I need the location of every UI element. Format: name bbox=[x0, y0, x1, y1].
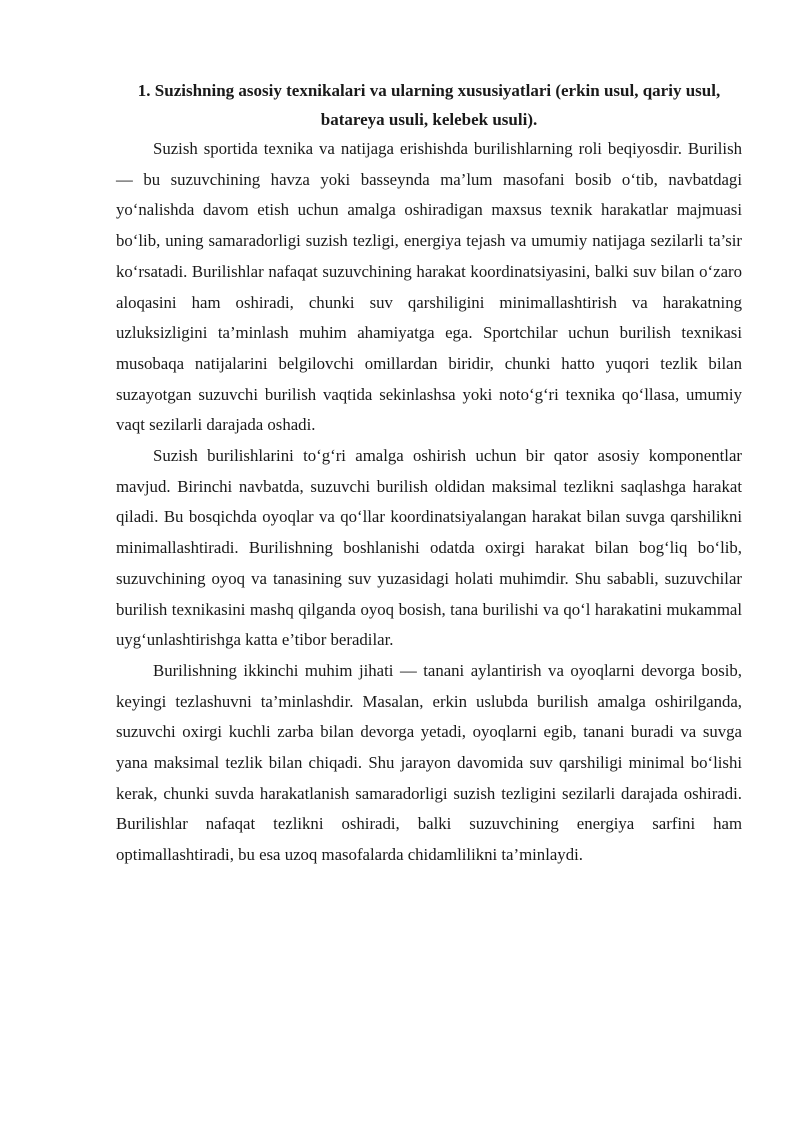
paragraph-3: Burilishning ikkinchi muhim jihati — tanani aylantirish va oyoqlarni devorga bosib, keyingi tezlashuvni ta’minlashdir. Masalan, erkin uslubda burilish amalga oshirilganda, suzuvchi oxirgi kuchli zarba bilan devorga yetadi, oyoqlarni egib, tanani buradi va suvga yana maksimal tezlik bilan chiqadi. Shu jarayon davomida suv qarshiligi minimal bo‘lishi kerak, chunki suvda harakatlanish samaradorligi suzish tezligini sezilarli darajada oshiradi. Burilishlar nafaqat tezlikni oshiradi, balki suzuvchining energiya sarfini ham optimallashtiradi, bu esa uzoq masofalarda chidamlilikni ta’minlaydi. bbox=[116, 660, 742, 865]
paragraph-2: Suzish burilishlarini to‘g‘ri amalga oshirish uchun bir qator asosiy komponentlar mavjud. Birinchi navbatda, suzuvchi burilish oldidan maksimal tezlikni saqlashga harakat qiladi. Bu bosqichda oyoqlar va qo‘llar koordinatsiyalangan harakat bilan suvga qarshilikni minimallashtiradi. Burilishning boshlanishi odatda oxirgi harakat bilan bog‘liq bo‘lib, suzuvchining oyoq va tanasining suv yuzasidagi holati muhimdir. Shu sababli, suzuvchilar burilish texnikasini mashq qilganda oyoq bosish, tana burilishi va qo‘l harakatini mukammal uyg‘unlashtirishga katta e’tibor beradilar. bbox=[116, 446, 742, 650]
document-page bbox=[116, 76, 742, 871]
section-title: 1. Suzishning asosiy texnikalari va ularning xususiyatlari (erkin usul, qariy usul, batareya usuli, kelebek usuli). bbox=[137, 81, 721, 129]
paragraph-1: Suzish sportida texnika va natijaga erishishda burilishlarning roli beqiyosdir. Burilish — bu suzuvchining havza yoki basseynda ma’lum masofani bosib o‘tib, navbatdagi yo‘nalishda davom etish uchun amalga oshiradigan maxsus texnik harakatlar majmuasi bo‘lib, uning samaradorligi suzish tezligi, energiya tejash va umumiy natijaga sezilarli ta’sir ko‘rsatadi. Burilishlar nafaqat suzuvchining harakat koordinatsiyasini, balki suv bilan o‘zaro aloqasini ham oshiradi, chunki suv qarshiligini minimallashtirish va harakatning uzluksizligini ta’minlash muhim ahamiyatga ega. Sportchilar uchun burilish texnikasi musobaqa natijalarini belgilovchi omillardan biridir, chunki hatto yuqori tezlik bilan suzayotgan suzuvchi burilish vaqtida sekinlashsa yoki noto‘g‘ri texnika qo‘llasa, umumiy vaqt sezilarli darajada oshadi. bbox=[116, 139, 742, 435]
